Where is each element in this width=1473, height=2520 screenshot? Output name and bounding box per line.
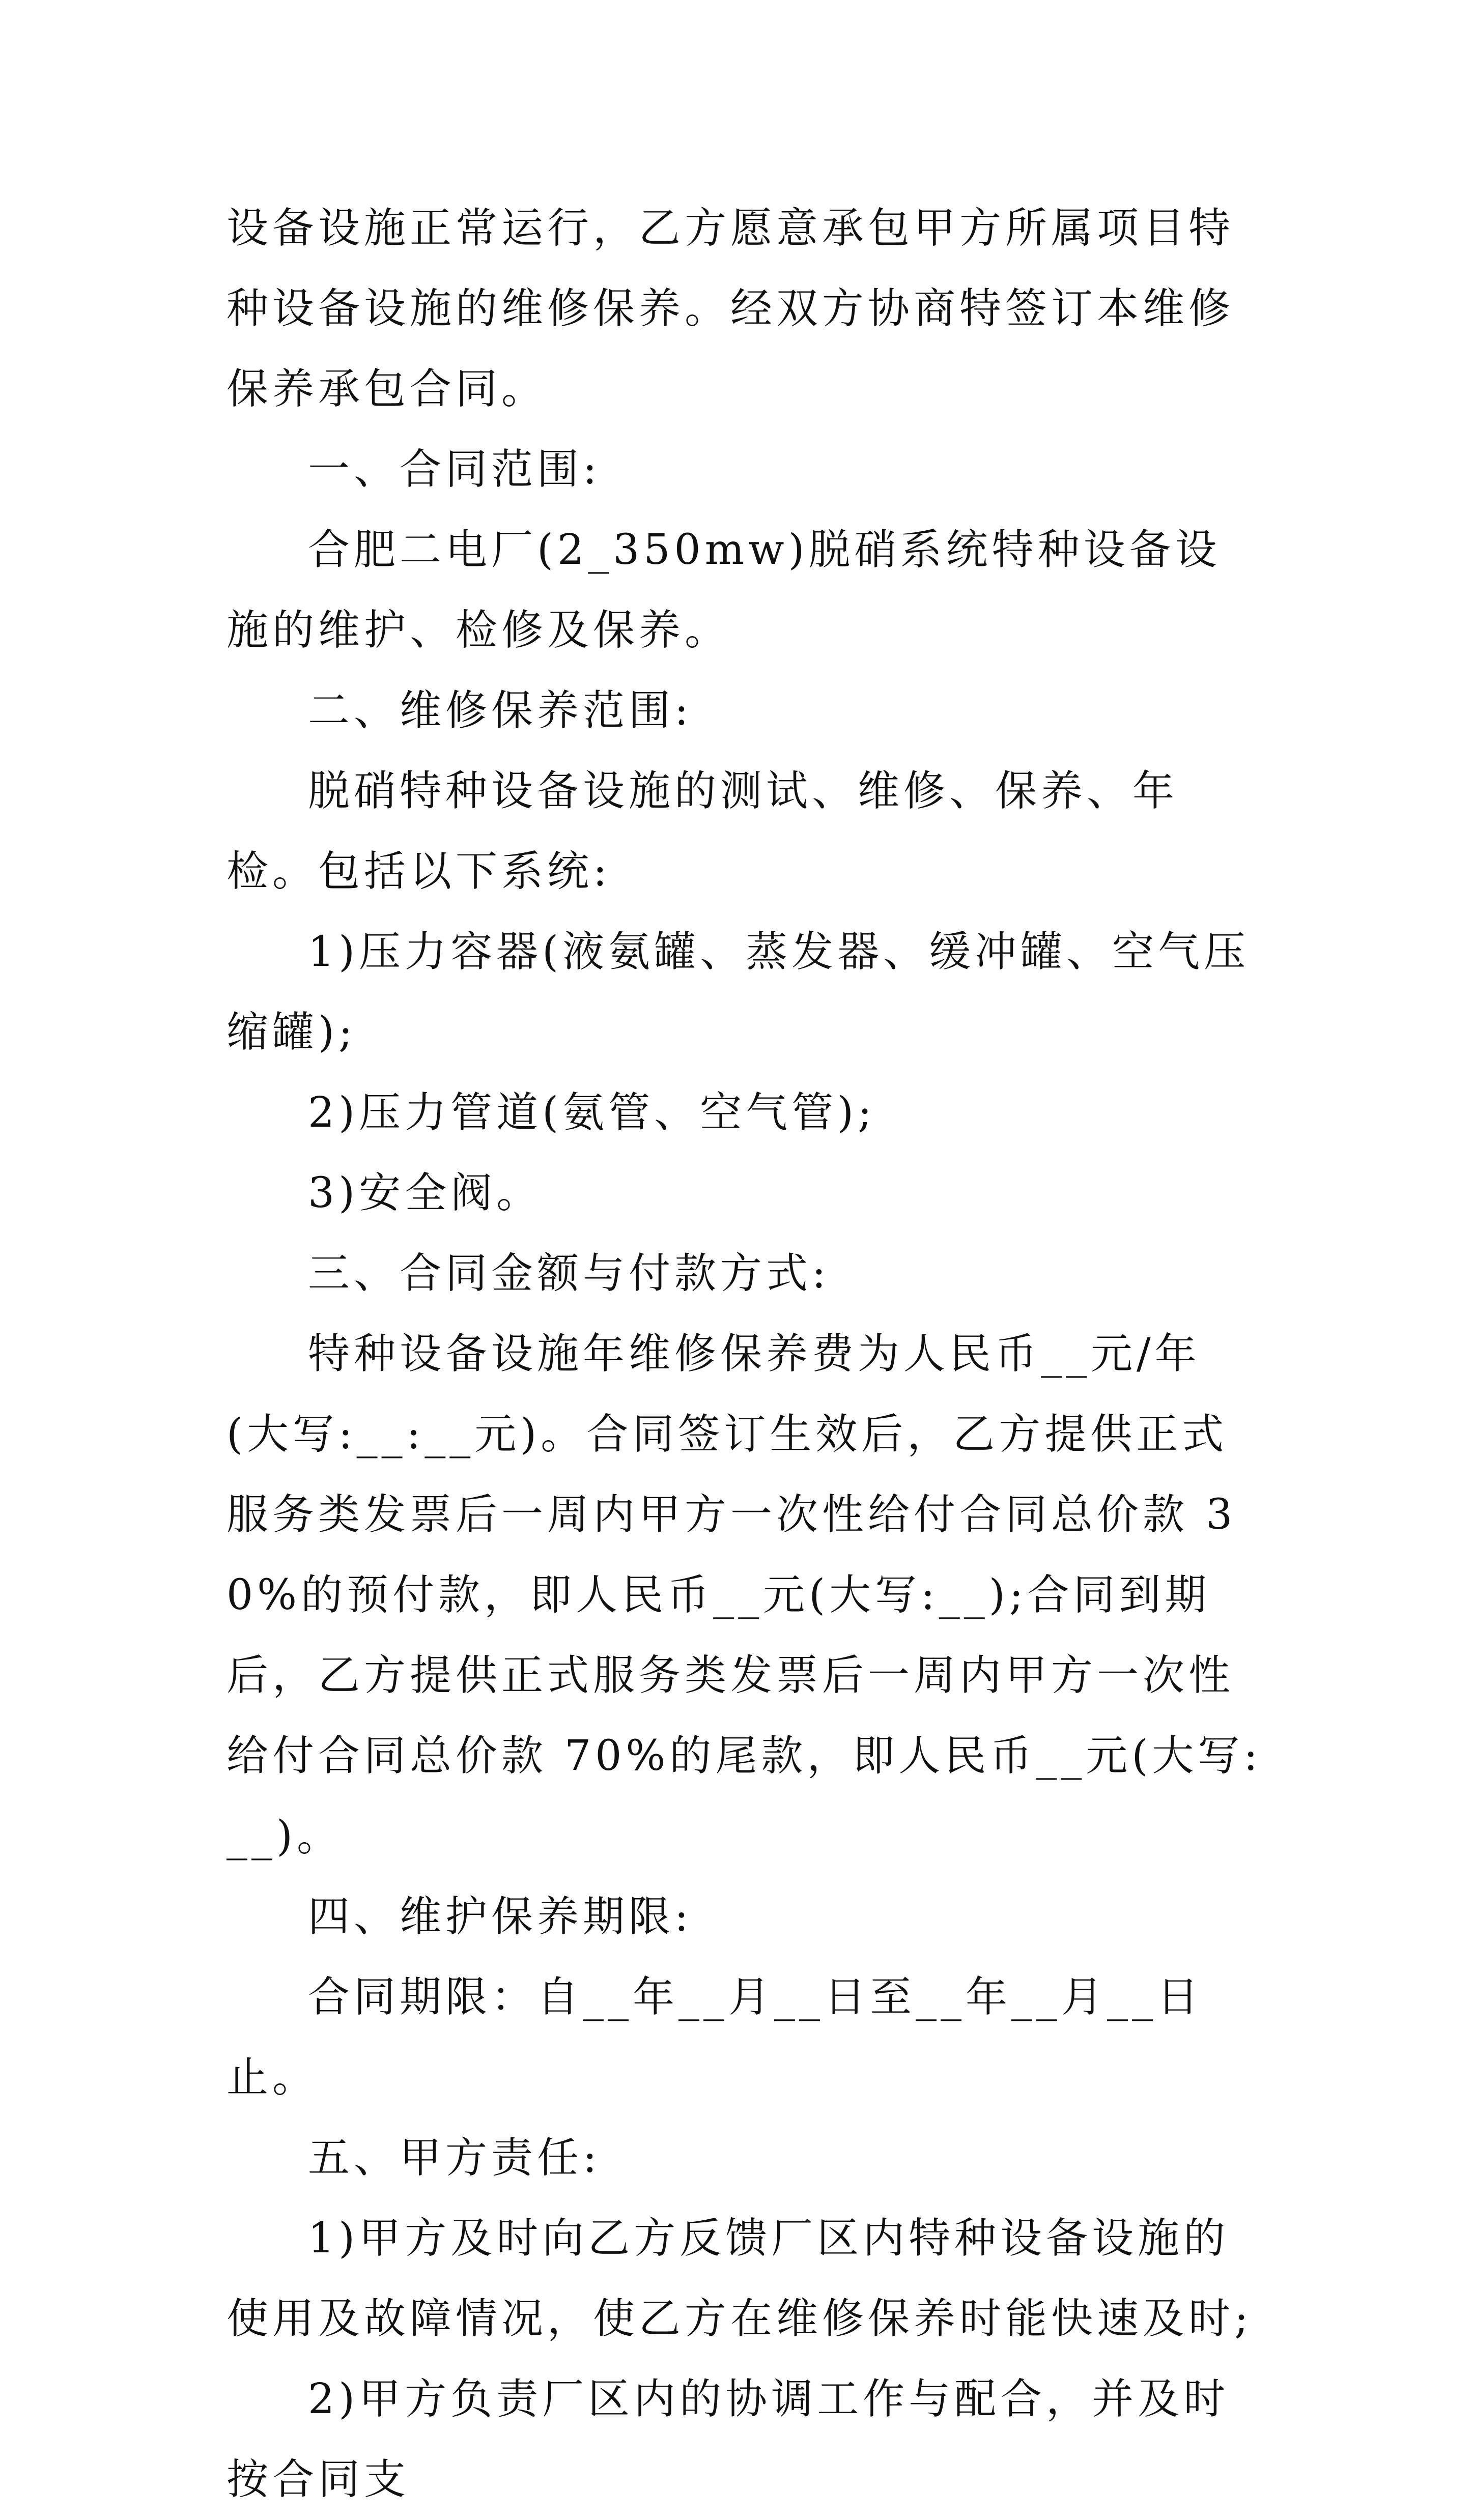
party-a-duty-1: 1)甲方及时向乙方反馈厂区内特种设备设施的使用及故障情况，使乙方在维修保养时能快速及时; bbox=[226, 2214, 1253, 2343]
paragraph-payment: 特种设备设施年维修保养费为人民币__元/年(大写:__:__元)。合同签订生效后，乙方提供正式服务类发票后一周内甲方一次性给付合同总价款 30%的预付款，即人民币__元(大写:__);合同到期后，乙方提供正式服务类发票后一周内甲方一次性给付合同总价款 70%的尾款，即人民币__元(大写:__)。 bbox=[226, 1330, 1262, 1860]
paragraph-term: 合同期限：自__年__月__日至__年__月__日止。 bbox=[226, 1973, 1203, 2102]
section-heading-2: 二、维修保养范围: bbox=[308, 686, 693, 735]
contract-text bbox=[226, 188, 1265, 2520]
section-heading-1: 一、合同范围: bbox=[308, 445, 601, 494]
paragraph-maintenance-scope: 脱硝特种设备设施的测试、维修、保养、年检。包括以下系统: bbox=[226, 767, 1179, 896]
list-item-2: 2)压力管道(氨管、空气管); bbox=[308, 1089, 876, 1137]
section-heading-4: 四、维护保养期限: bbox=[308, 1893, 693, 1941]
paragraph-intro: 设备设施正常运行，乙方愿意承包甲方所属项目特种设备设施的维修保养。经双方协商特签订本维修保养承包合同。 bbox=[226, 204, 1235, 413]
paragraph-scope: 合肥二电厂(2_350mw)脱硝系统特种设备设施的维护、检修及保养。 bbox=[226, 526, 1221, 654]
party-a-duty-2: 2)甲方负责厂区内的协调工作与配合，并及时按合同支 bbox=[226, 2375, 1230, 2504]
list-item-1: 1)压力容器(液氨罐、蒸发器、缓冲罐、空气压缩罐); bbox=[226, 928, 1250, 1056]
section-heading-3: 三、合同金额与付款方式: bbox=[308, 1249, 830, 1298]
section-heading-5: 五、甲方责任: bbox=[308, 2134, 601, 2182]
list-item-3: 3)安全阀。 bbox=[308, 1169, 543, 1217]
